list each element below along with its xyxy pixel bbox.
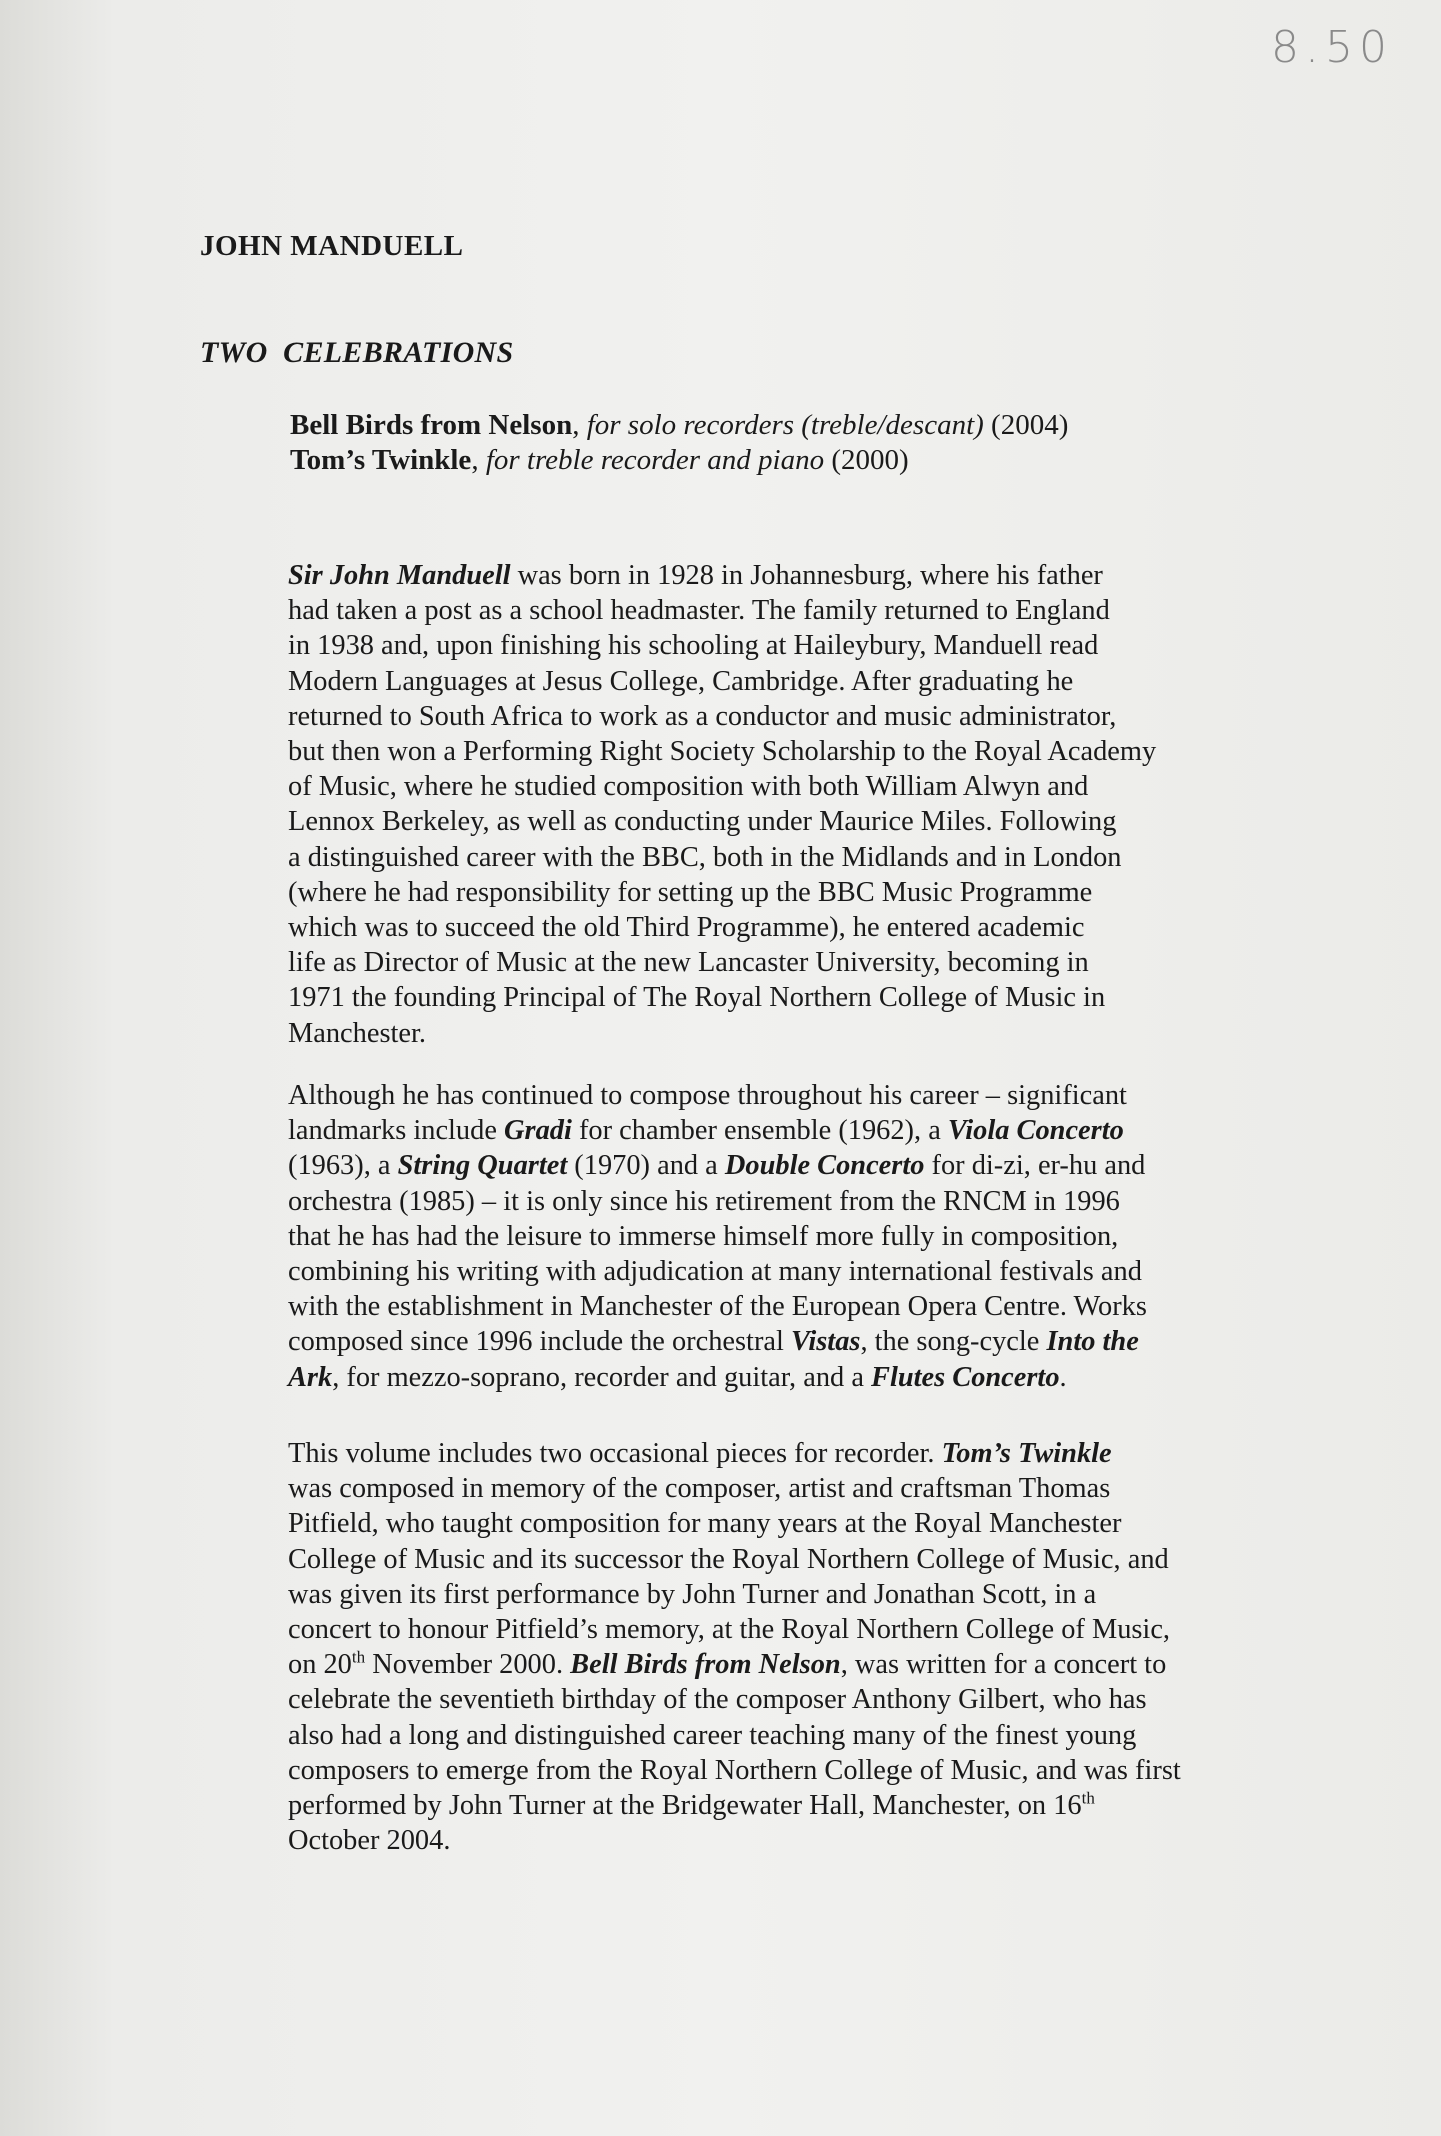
- work-name: Gradi: [504, 1115, 572, 1147]
- piece-separator: ,: [572, 409, 580, 441]
- text-run: on 20: [288, 1649, 352, 1681]
- biography-paragraph: [288, 558, 1268, 1051]
- text-line: Although he has continued to compose throughout his career – significant: [288, 1080, 1127, 1111]
- text-run: for chamber ensemble (1962), a: [571, 1115, 948, 1147]
- piece-item: [290, 443, 1068, 478]
- work-name: Vistas: [791, 1326, 861, 1358]
- text-line: Modern Languages at Jesus College, Cambridge. After graduating he: [288, 665, 1074, 697]
- text-line: [288, 1436, 1268, 1471]
- text-run: for di-zi, er-hu and: [924, 1150, 1146, 1182]
- text-line: composers to emerge from the Royal Northern College of Music, and was first: [288, 1754, 1181, 1786]
- work-name: String Quartet: [397, 1150, 568, 1182]
- piece-instrumentation: for solo recorders (treble/descant): [586, 409, 984, 441]
- text-line: orchestra (1985) – it is only since his retirement from the RNCM in 1996: [288, 1185, 1120, 1217]
- text-line: [288, 1647, 1268, 1682]
- text-run: (1963), a: [288, 1150, 398, 1182]
- text-run: was born in 1928 in Johannesburg, where his father: [510, 560, 1103, 591]
- text-run: performed by John Turner at the Bridgewater Hall, Manchester, on 16: [288, 1790, 1082, 1822]
- composer-name: Sir John Manduell: [288, 560, 511, 591]
- text-line: College of Music and its successor the Royal Northern College of Music, and: [288, 1543, 1169, 1575]
- text-run: , the song-cycle: [860, 1326, 1047, 1358]
- text-line: but then won a Performing Right Society Scholarship to the Royal Academy: [288, 736, 1157, 768]
- text-run: composed since 1996 include the orchestral: [288, 1326, 791, 1358]
- text-line: concert to honour Pitfield’s memory, at the Royal Northern College of Music,: [288, 1614, 1171, 1646]
- piece-title: Tom’s Twinkle: [290, 444, 472, 476]
- work-name: Into the: [1046, 1326, 1139, 1358]
- work-name: Ark: [288, 1361, 333, 1393]
- text-line: October 2004.: [288, 1825, 451, 1857]
- text-line: [288, 1113, 1268, 1148]
- piece-title: Bell Birds from Nelson: [290, 409, 573, 441]
- text-run: landmarks include: [288, 1115, 505, 1147]
- text-run: , was written for a concert to: [840, 1649, 1167, 1681]
- piece-instrumentation: for treble recorder and piano: [485, 444, 825, 476]
- work-title: [200, 336, 514, 370]
- text-line: [288, 1148, 1268, 1183]
- work-title-text: TWO CELEBRATIONS: [200, 336, 514, 369]
- text-run: .: [1059, 1361, 1067, 1393]
- text-line: of Music, where he studied composition with both William Alwyn and: [288, 771, 1089, 803]
- career-paragraph: [288, 1078, 1268, 1395]
- piece-year: (2004): [991, 409, 1069, 441]
- text-line: Lennox Berkeley, as well as conducting under Maurice Miles. Following: [288, 806, 1117, 838]
- text-line: returned to South Africa to work as a conductor and music administrator,: [288, 700, 1117, 732]
- text-line: life as Director of Music at the new Lancaster University, becoming in: [288, 947, 1089, 979]
- text-line: Pitfield, who taught composition for many years at the Royal Manchester: [288, 1508, 1122, 1540]
- ordinal-suffix: th: [1081, 1788, 1095, 1808]
- work-name: Tom’s Twinkle: [941, 1438, 1112, 1469]
- text-line: also had a long and distinguished career teaching many of the finest young: [288, 1719, 1137, 1751]
- piece-year: (2000): [831, 444, 909, 476]
- text-line: [288, 558, 1268, 593]
- work-name: Double Concerto: [724, 1150, 925, 1182]
- text-run: This volume includes two occasional pieces for recorder.: [288, 1438, 942, 1469]
- piece-item: [290, 408, 1068, 443]
- text-line: was given its first performance by John Turner and Jonathan Scott, in a: [288, 1578, 1097, 1610]
- text-run: November 2000.: [365, 1649, 571, 1681]
- composer-heading: JOHN MANDUELL: [200, 230, 464, 262]
- text-line: which was to succeed the old Third Programme), he entered academic: [288, 912, 1085, 944]
- pieces-list: [290, 408, 1068, 478]
- text-line: Manchester.: [288, 1017, 426, 1049]
- text-line: in 1938 and, upon finishing his schooling at Haileybury, Manduell read: [288, 630, 1099, 662]
- text-line: that he has had the leisure to immerse himself more fully in composition,: [288, 1220, 1119, 1252]
- piece-separator: ,: [471, 444, 479, 476]
- text-run: (1970) and a: [567, 1150, 725, 1182]
- text-line: [288, 1788, 1268, 1823]
- text-line: had taken a post as a school headmaster. The family returned to England: [288, 595, 1110, 627]
- handwritten-price-note: 8.50: [1271, 22, 1393, 73]
- text-run: , for mezzo-soprano, recorder and guitar, and a: [332, 1361, 872, 1393]
- text-line: was composed in memory of the composer, artist and craftsman Thomas: [288, 1473, 1111, 1505]
- text-line: a distinguished career with the BBC, both in the Midlands and in London: [288, 841, 1122, 873]
- volume-paragraph: [288, 1436, 1268, 1858]
- work-name: Viola Concerto: [947, 1115, 1124, 1147]
- work-name: Bell Birds from Nelson: [570, 1649, 841, 1681]
- ordinal-suffix: th: [351, 1647, 366, 1667]
- text-line: 1971 the founding Principal of The Royal Northern College of Music in: [288, 982, 1106, 1014]
- text-line: [288, 1360, 1268, 1395]
- text-line: combining his writing with adjudication at many international festivals and: [288, 1256, 1142, 1288]
- text-line: celebrate the seventieth birthday of the composer Anthony Gilbert, who has: [288, 1684, 1147, 1716]
- text-line: [288, 1324, 1268, 1359]
- text-line: with the establishment in Manchester of the European Opera Centre. Works: [288, 1291, 1147, 1323]
- text-line: (where he had responsibility for setting up the BBC Music Programme: [288, 876, 1093, 908]
- work-name: Flutes Concerto: [871, 1361, 1060, 1393]
